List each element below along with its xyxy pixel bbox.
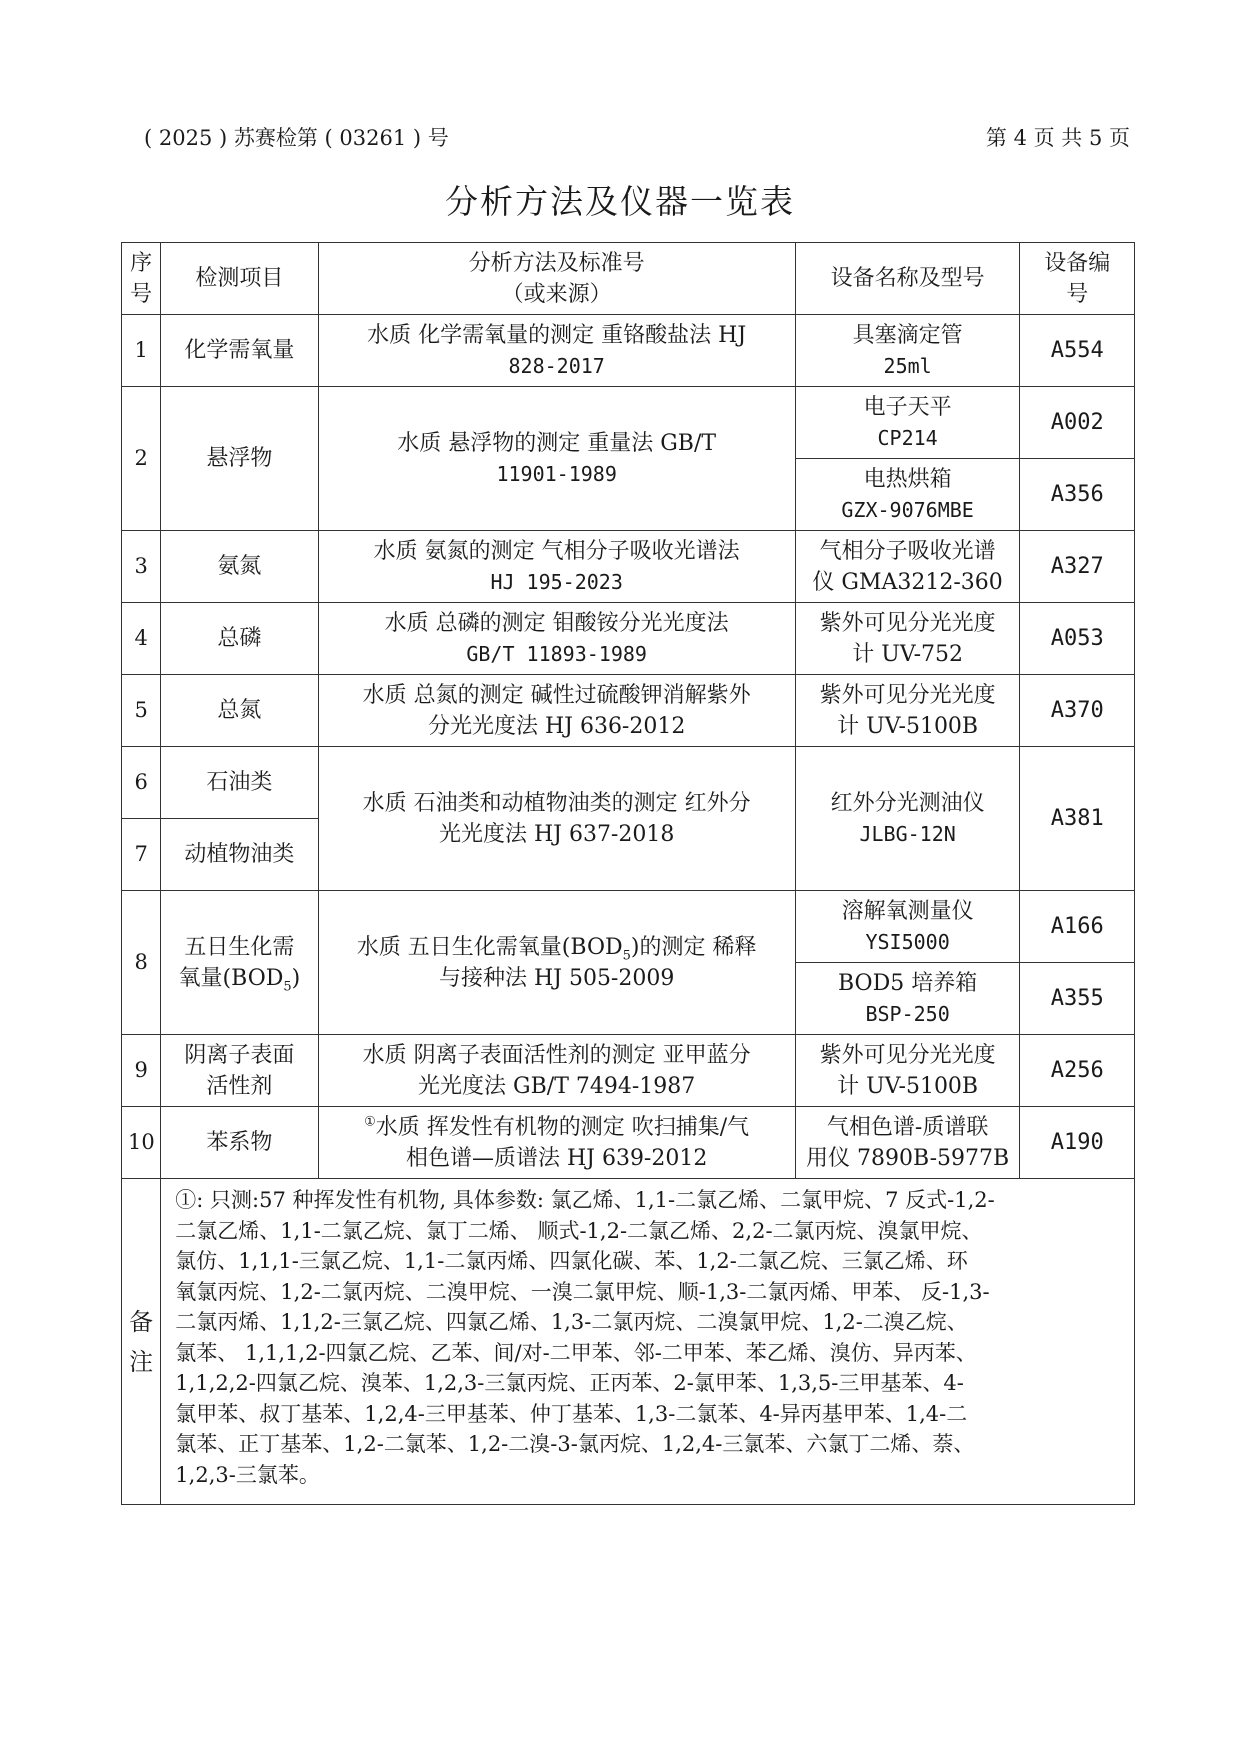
report-number: ( 2025 ) 苏赛检第 ( 03261 ) 号 — [144, 126, 449, 150]
note-line: 二氯乙烯、1,1-二氯乙烷、氯丁二烯、 顺式-1,2-二氯乙烯、2,2-二氯丙烷、溴氯甲烷、 — [175, 1218, 983, 1243]
row-code: A256 — [1020, 1035, 1135, 1107]
table-row — [122, 531, 1135, 603]
col-header-seq: 序 号 — [122, 243, 161, 315]
note-line: 氯苯、正丁基苯、1,2-二氯苯、1,2-二溴-3-氯丙烷、1,2,4-三氯苯、六氯丁二烯、萘、 — [175, 1432, 975, 1456]
row-code: A355 — [1020, 963, 1135, 1035]
row-code: A370 — [1020, 675, 1135, 747]
row-method: 水质 石油类和动植物油类的测定 红外分 光光度法 HJ 637-2018 — [318, 747, 795, 891]
note-line: 氧氯丙烷、1,2-二氯丙烷、二溴甲烷、一溴二氯甲烷、顺-1,3-二氯丙烯、甲苯、 反-1,3- — [175, 1279, 990, 1304]
col-header-code: 设备编 号 — [1020, 243, 1135, 315]
row-method: 水质 总氮的测定 碱性过硫酸钾消解紫外 分光光度法 HJ 636-2012 — [318, 675, 795, 747]
methods-table — [121, 242, 1135, 1505]
row-code: A053 — [1020, 603, 1135, 675]
table-row — [122, 603, 1135, 675]
row-method: 水质 悬浮物的测定 重量法 GB/T 11901-1989 — [318, 387, 795, 531]
notes-row — [122, 1179, 1135, 1505]
row-code: A190 — [1020, 1107, 1135, 1179]
col-header-method: 分析方法及标准号 （或来源） — [318, 243, 795, 315]
table-row — [122, 1107, 1135, 1179]
row-seq: 2 — [122, 387, 161, 531]
page-title: 分析方法及仪器一览表 — [445, 182, 795, 221]
table-row — [122, 747, 1135, 819]
row-method: 水质 氨氮的测定 气相分子吸收光谱法 HJ 195-2023 — [318, 531, 795, 603]
row-item: 苯系物 — [161, 1107, 318, 1179]
row-equipment: 气相分子吸收光谱 仪 GMA3212-360 — [795, 531, 1020, 603]
row-code: A356 — [1020, 459, 1135, 531]
row-equipment: BOD5 培养箱 BSP-250 — [795, 963, 1020, 1035]
note-line: 二氯丙烯、1,1,2-三氯乙烷、四氯乙烯、1,3-二氯丙烷、二溴氯甲烷、1,2-二溴乙烷、 — [175, 1310, 968, 1334]
page-number: 第 4 页 共 5 页 — [985, 126, 1130, 150]
notes-label: 备 注 — [122, 1179, 161, 1505]
row-equipment: 电热烘箱 GZX-9076MBE — [795, 459, 1020, 531]
row-code: A166 — [1020, 891, 1135, 963]
row-method: ①水质 挥发性有机物的测定 吹扫捕集/气 相色谱—质谱法 HJ 639-2012 — [318, 1107, 795, 1179]
note-line: 氯甲苯、叔丁基苯、1,2,4-三甲基苯、仲丁基苯、1,3-二氯苯、4-异丙基甲苯、1,4-二 — [175, 1401, 968, 1426]
table-row — [122, 891, 1135, 963]
row-code: A554 — [1020, 315, 1135, 387]
row-seq: 4 — [122, 603, 161, 675]
row-equipment: 气相色谱-质谱联 用仪 7890B-5977B — [795, 1107, 1020, 1179]
row-item: 动植物油类 — [161, 819, 318, 891]
row-seq: 5 — [122, 675, 161, 747]
note-line: ①: 只测:57 种挥发性有机物, 具体参数: 氯乙烯、1,1-二氯乙烯、二氯甲烷、7 反式-1,2- — [175, 1188, 995, 1212]
row-item: 五日生化需 氧量$(BOD_5)$ — [161, 891, 318, 1035]
row-seq: 6 — [122, 747, 161, 819]
row-method: 水质 阴离子表面活性剂的测定 亚甲蓝分 光光度法 GB/T 7494-1987 — [318, 1035, 795, 1107]
row-item: 石油类 — [161, 747, 318, 819]
col-header-equipment: 设备名称及型号 — [795, 243, 1020, 315]
row-equipment: 溶解氧测量仪 YSI5000 — [795, 891, 1020, 963]
note-line: 氯苯、 1,1,1,2-四氯乙烷、乙苯、间/对-二甲苯、邻-二甲苯、苯乙烯、溴仿、异丙苯、 — [175, 1340, 977, 1365]
row-equipment: 红外分光测油仪 JLBG-12N — [795, 747, 1020, 891]
row-item: 总磷 — [161, 603, 318, 675]
row-seq: 9 — [122, 1035, 161, 1107]
row-item: 化学需氧量 — [161, 315, 318, 387]
row-method: 水质 化学需氧量的测定 重铬酸盐法 HJ 828-2017 — [318, 315, 795, 387]
row-equipment: 紫外可见分光光度 计 UV-5100B — [795, 1035, 1020, 1107]
row-equipment: 紫外可见分光光度 计 UV-5100B — [795, 675, 1020, 747]
note-line: 1,1,2,2-四氯乙烷、溴苯、1,2,3-三氯丙烷、正丙苯、2-氯甲苯、1,3,5-三甲基苯、4- — [175, 1371, 964, 1395]
row-seq: 10 — [122, 1107, 161, 1179]
table-row — [122, 315, 1135, 387]
table-row — [122, 675, 1135, 747]
note-line: 氯仿、1,1,1-三氯乙烷、1,1-二氯丙烯、四氯化碳、苯、1,2-二氯乙烷、三氯乙烯、环 — [175, 1249, 968, 1273]
row-seq: 3 — [122, 531, 161, 603]
row-seq: 7 — [122, 819, 161, 891]
table-header-row — [122, 243, 1135, 315]
row-item: 阴离子表面 活性剂 — [161, 1035, 318, 1107]
row-code: A381 — [1020, 747, 1135, 891]
row-seq: 8 — [122, 891, 161, 1035]
notes-content — [161, 1179, 1135, 1505]
row-equipment: 具塞滴定管 25ml — [795, 315, 1020, 387]
row-item: 氨氮 — [161, 531, 318, 603]
row-code: A002 — [1020, 387, 1135, 459]
table-row — [122, 387, 1135, 459]
row-equipment: 紫外可见分光光度 计 UV-752 — [795, 603, 1020, 675]
note-line: 1,2,3-三氯苯。 — [175, 1462, 320, 1487]
table-row — [122, 1035, 1135, 1107]
row-equipment: 电子天平 CP214 — [795, 387, 1020, 459]
row-seq: 1 — [122, 315, 161, 387]
col-header-item: 检测项目 — [161, 243, 318, 315]
row-method: 水质 总磷的测定 钼酸铵分光光度法 GB/T 11893-1989 — [318, 603, 795, 675]
row-item: 总氮 — [161, 675, 318, 747]
row-method: 水质 五日生化需氧量$(BOD_5)$的测定 稀释 与接种法 HJ 505-2009 — [318, 891, 795, 1035]
footnote-mark: ① — [364, 1114, 376, 1130]
row-item: 悬浮物 — [161, 387, 318, 531]
row-code: A327 — [1020, 531, 1135, 603]
